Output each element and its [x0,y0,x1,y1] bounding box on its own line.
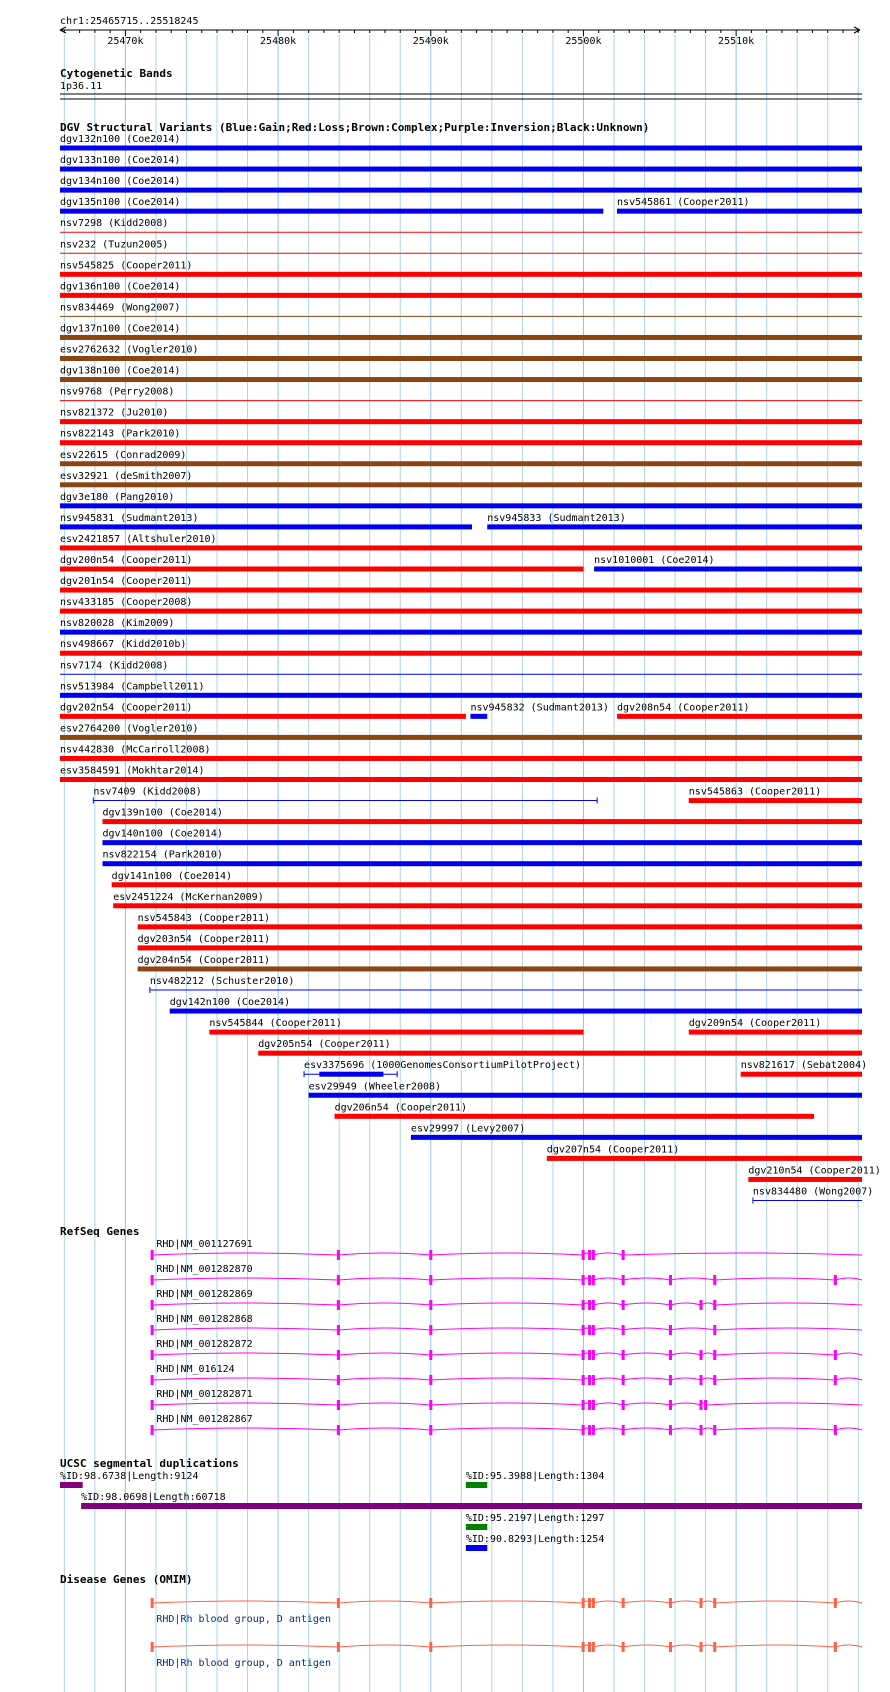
dgv-variant-label: esv3584591 (Mokhtar2014) [60,765,205,777]
refseq-transcript-exon [669,1350,672,1360]
dgv-variant-bar [103,861,862,866]
dgv-variant-label: esv29997 (Levy2007) [410,1123,526,1135]
refseq-transcript-exon [582,1300,585,1310]
refseq-transcript-exon [669,1400,672,1410]
dgv-variant-label: nsv820028 (Kim2009) [60,618,175,630]
refseq-transcript-exon [669,1325,672,1335]
omim-features [151,1598,862,1669]
dgv-variant-label: nsv545863 (Cooper2011) [688,786,822,798]
ruler-tick-label: 25510k [718,36,755,47]
dgv-track[interactable] [60,121,881,1204]
dgv-variant-bar [138,966,862,971]
refseq-transcript-exon [582,1425,585,1435]
dgv-features [60,134,881,1204]
refseq-transcript-exon [151,1300,154,1310]
dgv-variant-label: dgv205n54 (Cooper2011) [258,1039,391,1051]
dgv-variant-label: esv2762632 (Vogler2010) [60,344,199,356]
dgv-variant-label: dgv138n100 (Coe2014) [60,365,181,377]
ruler-tick-label: 25470k [107,36,144,47]
dgv-variant-label: dgv200n54 (Cooper2011) [60,555,193,566]
refseq-transcript-exon [151,1400,154,1410]
dgv-variant-bar [748,1177,862,1182]
dgv-variant-bar [60,293,862,298]
refseq-transcript-exon [151,1425,154,1435]
refseq-transcript-exon [588,1325,591,1335]
dgv-variant-label: esv32921 (deSmith2007) [60,470,193,482]
dgv-variant-label: nsv1010001 (Coe2014) [594,555,715,566]
refseq-transcript-exon [713,1350,716,1360]
omim-gene-exon [834,1642,837,1652]
dgv-variant-label: dgv207n54 (Cooper2011) [546,1144,680,1156]
refseq-transcript-exon [429,1250,432,1260]
segdup-bar [466,1545,487,1551]
dgv-variant-label: nsv7174 (Kidd2008) [60,660,169,672]
refseq-transcript-exon [429,1350,432,1360]
dgv-variant-bar [60,272,862,277]
refseq-transcript-exon [713,1275,716,1285]
refseq-transcript-label: RHD|NM_001282871 [156,1389,253,1400]
dgv-variant-label: nsv821372 (Ju2010) [60,407,169,419]
refseq-transcript-exon [669,1300,672,1310]
dgv-variant-label: nsv945832 (Sudmant2013) [470,702,609,714]
omim-gene-exon [429,1598,432,1608]
dgv-variant-bar [617,714,862,719]
dgv-variant-bar [60,335,862,340]
refseq-transcript-exon [429,1300,432,1310]
segdup-bar [81,1503,862,1509]
dgv-variant-bar [60,440,862,445]
refseq-transcript-exon [592,1250,595,1260]
dgv-variant-bar [60,188,862,193]
refseq-transcript-exon [622,1425,625,1435]
dgv-variant-label: nsv513984 (Campbell2011) [60,681,205,693]
omim-gene-exon [588,1598,591,1608]
omim-gene-exon [713,1598,716,1608]
refseq-transcript-exon [588,1400,591,1410]
dgv-variant-label: nsv834480 (Wong2007) [752,1186,874,1198]
omim-gene-exon [669,1598,672,1608]
position-ruler[interactable] [60,16,860,47]
refseq-transcript-exon [622,1400,625,1410]
refseq-transcript-label: RHD|NM_001282869 [156,1289,253,1300]
dgv-variant-label: dgv210n54 (Cooper2011) [748,1165,881,1177]
dgv-variant-bar [411,1135,862,1140]
refseq-transcript-exon [713,1300,716,1310]
refseq-transcript-exon [588,1300,591,1310]
dgv-variant-bar [60,356,862,361]
refseq-transcript-exon [337,1275,340,1285]
dgv-variant-label: dgv201n54 (Cooper2011) [60,576,193,588]
dgv-variant-label: nsv498667 (Kidd2010b) [60,639,187,651]
refseq-transcript-exon [622,1250,625,1260]
dgv-variant-bar [547,1156,862,1161]
refseq-transcript-intron [152,1253,862,1255]
refseq-transcript-exon [582,1325,585,1335]
dgv-variant-bar [470,714,487,719]
omim-gene-exon [429,1642,432,1652]
refseq-transcript-intron [152,1403,862,1405]
refseq-transcript-exon [337,1425,340,1435]
dgv-variant-bar [60,146,862,151]
dgv-variant-bar [60,735,862,740]
dgv-variant-label: nsv945831 (Sudmant2013) [60,512,199,524]
refseq-transcript-exon [592,1400,595,1410]
dgv-variant-label: dgv136n100 (Coe2014) [60,281,181,293]
dgv-variant-bar [103,819,862,824]
refseq-transcript-intron [152,1278,862,1280]
dgv-variant-label: nsv545861 (Cooper2011) [617,197,750,209]
dgv-variant-bar [60,545,862,550]
dgv-variant-bar [112,882,862,887]
dgv-variant-bar [60,461,862,466]
refseq-transcript-exon [834,1375,837,1385]
dgv-variant-bar [103,840,862,845]
dgv-variant-label: dgv203n54 (Cooper2011) [137,933,271,945]
dgv-variant-label: dgv141n100 (Coe2014) [111,870,233,882]
refseq-transcript-exon [700,1300,703,1310]
dgv-variant-bar [138,945,862,950]
refseq-transcript-exon [588,1350,591,1360]
omim-gene-exon [151,1598,154,1608]
dgv-variant-bar [60,714,466,719]
dgv-variant-bar [309,1093,862,1098]
dgv-variant-bar [138,924,862,929]
dgv-variant-label: nsv433185 (Cooper2008) [60,597,193,609]
refseq-transcript-exon [582,1350,585,1360]
dgv-variant-bar [170,1009,862,1014]
dgv-track-title: DGV Structural Variants (Blue:Gain;Red:Loss;Brown:Complex;Purple:Inversion;Black:Unknown) [60,121,650,134]
segdup-track-title: UCSC segmental duplications [60,1457,239,1470]
refseq-transcript-exon [700,1350,703,1360]
refseq-transcript-exon [592,1275,595,1285]
dgv-variant-bar [60,503,862,508]
dgv-variant-label: nsv834469 (Wong2007) [60,302,181,314]
dgv-variant-bar [60,777,862,782]
dgv-variant-bar [689,1030,862,1035]
refseq-transcript-exon [622,1275,625,1285]
dgv-variant-label: dgv142n100 (Coe2014) [169,997,291,1009]
refseq-transcript-exon [337,1325,340,1335]
dgv-variant-label: dgv206n54 (Cooper2011) [334,1102,468,1114]
refseq-transcript-exon [588,1425,591,1435]
refseq-transcript-exon [582,1400,585,1410]
dgv-variant-core [319,1072,383,1077]
dgv-variant-label: dgv132n100 (Coe2014) [60,134,181,145]
dgv-variant-bar [113,903,862,908]
dgv-variant-label: dgv208n54 (Cooper2011) [617,702,750,714]
cytoband-band-label: 1p36.11 [60,81,103,92]
ruler-tick-label: 25480k [260,36,297,47]
refseq-transcript-exon [582,1250,585,1260]
dgv-variant-label: nsv9768 (Perry2008) [60,386,175,398]
segdup-label: %ID:90.8293|Length:1254 [465,1534,605,1545]
refseq-features [151,1239,862,1435]
refseq-transcript-exon [834,1425,837,1435]
segdup-bar [466,1482,487,1488]
refseq-transcript-label: RHD|NM_001127691 [156,1239,253,1250]
dgv-variant-bar [60,588,862,593]
segdup-label: %ID:95.2197|Length:1297 [465,1513,605,1524]
refseq-transcript-exon [713,1325,716,1335]
position-label: chr1:25465715..25518245 [60,16,199,27]
refseq-transcript-exon [429,1325,432,1335]
refseq-transcript-exon [700,1425,703,1435]
dgv-variant-label: esv2451224 (McKernan2009) [113,891,264,903]
dgv-variant-label: nsv482212 (Schuster2010) [149,976,295,987]
dgv-variant-label: dgv133n100 (Coe2014) [60,155,181,167]
refseq-transcript-label: RHD|NM_001282868 [156,1314,253,1325]
refseq-transcript-exon [669,1375,672,1385]
dgv-variant-label: dgv135n100 (Coe2014) [60,197,181,209]
dgv-variant-label: esv29949 (Wheeler2008) [308,1081,442,1093]
dgv-variant-bar [60,567,583,572]
dgv-variant-bar [689,798,862,803]
refseq-transcript-exon [588,1275,591,1285]
refseq-transcript-exon [151,1325,154,1335]
refseq-transcript-intron [152,1303,862,1305]
refseq-transcript-exon [713,1425,716,1435]
dgv-variant-bar [60,482,862,487]
dgv-variant-bar [60,167,862,172]
segdup-bar [466,1524,487,1530]
refseq-transcript-exon [337,1400,340,1410]
refseq-transcript-exon [337,1300,340,1310]
dgv-variant-bar [60,756,862,761]
omim-gene-exon [337,1598,340,1608]
cytoband-title: Cytogenetic Bands [60,67,173,80]
dgv-variant-bar [60,209,603,214]
dgv-variant-label: esv2764200 (Vogler2010) [60,723,199,735]
dgv-variant-label: esv3375696 (1000GenomesConsortiumPilotProject) [304,1060,582,1072]
segdup-label: %ID:98.0698|Length:60718 [81,1492,226,1503]
dgv-variant-bar [335,1114,814,1119]
refseq-transcript-exon [592,1350,595,1360]
dgv-variant-label: dgv134n100 (Coe2014) [60,176,181,188]
dgv-variant-label: dgv137n100 (Coe2014) [60,323,181,335]
refseq-transcript-exon [700,1375,703,1385]
refseq-transcript-intron [152,1428,862,1430]
omim-gene-exon [151,1642,154,1652]
dgv-variant-label: esv22615 (Conrad2009) [60,449,187,461]
dgv-variant-bar [209,1030,583,1035]
refseq-transcript-label: RHD|NM_001282870 [156,1264,253,1275]
dgv-variant-bar [60,651,862,656]
refseq-transcript-exon [622,1350,625,1360]
refseq-transcript-exon [713,1375,716,1385]
dgv-variant-label: dgv202n54 (Cooper2011) [60,702,193,714]
refseq-transcript-label: RHD|NM_016124 [156,1364,235,1375]
omim-gene-exon [622,1598,625,1608]
omim-track-title: Disease Genes (OMIM) [60,1573,193,1586]
dgv-variant-label: nsv945833 (Sudmant2013) [487,512,626,524]
ruler-tick-label: 25500k [565,36,602,47]
dgv-variant-label: nsv442830 (McCarroll2008) [60,744,211,756]
refseq-transcript-intron [152,1378,862,1380]
omim-gene-exon [592,1598,595,1608]
dgv-variant-label: nsv821617 (Sebat2004) [740,1060,868,1072]
refseq-transcript-exon [669,1275,672,1285]
refseq-transcript-exon [834,1350,837,1360]
refseq-transcript-intron [152,1328,862,1330]
segdup-bar [60,1482,83,1488]
omim-gene-intron [152,1601,862,1603]
refseq-transcript-exon [337,1350,340,1360]
refseq-transcript-exon [151,1275,154,1285]
dgv-variant-bar [741,1072,862,1077]
omim-gene-exon [834,1598,837,1608]
dgv-variant-bar [60,609,862,614]
dgv-variant-label: nsv7409 (Kidd2008) [93,786,202,798]
refseq-transcript-exon [592,1425,595,1435]
refseq-transcript-exon [834,1275,837,1285]
omim-gene-exon [588,1642,591,1652]
dgv-variant-label: nsv545843 (Cooper2011) [137,912,271,924]
refseq-transcript-exon [337,1375,340,1385]
refseq-transcript-label: RHD|NM_001282867 [156,1414,253,1425]
dgv-variant-label: dgv140n100 (Coe2014) [102,828,223,840]
refseq-transcript-exon [582,1275,585,1285]
omim-gene-exon [582,1642,585,1652]
dgv-variant-label: nsv822154 (Park2010) [102,849,223,861]
refseq-transcript-exon [592,1300,595,1310]
dgv-variant-bar [60,693,862,698]
dgv-variant-label: dgv209n54 (Cooper2011) [688,1018,822,1030]
refseq-transcript-exon [588,1250,591,1260]
refseq-transcript-intron [152,1353,862,1355]
refseq-transcript-exon [151,1250,154,1260]
segdup-label: %ID:95.3988|Length:1304 [465,1471,605,1482]
refseq-transcript-exon [429,1375,432,1385]
dgv-variant-label: dgv3e180 (Pang2010) [60,491,175,503]
dgv-variant-bar [60,377,862,382]
refseq-transcript-exon [337,1250,340,1260]
omim-gene-exon [582,1598,585,1608]
omim-gene-exon [669,1642,672,1652]
refseq-transcript-exon [700,1400,703,1410]
refseq-transcript-exon [588,1375,591,1385]
refseq-transcript-exon [429,1425,432,1435]
refseq-transcript-exon [622,1300,625,1310]
refseq-transcript-exon [429,1400,432,1410]
refseq-transcript-exon [704,1400,707,1410]
omim-gene-exon [622,1642,625,1652]
dgv-variant-bar [60,524,472,529]
ruler-tick-label: 25490k [412,36,449,47]
dgv-variant-bar [487,524,862,529]
refseq-transcript-label: RHD|NM_001282872 [156,1339,253,1350]
dgv-variant-label: nsv545825 (Cooper2011) [60,260,193,272]
refseq-transcript-exon [622,1325,625,1335]
omim-gene-label: RHD|Rh blood group, D antigen [156,1614,331,1625]
omim-gene-exon [700,1598,703,1608]
dgv-variant-label: nsv545844 (Cooper2011) [209,1018,342,1030]
dgv-variant-label: nsv822143 (Park2010) [60,428,181,440]
refseq-transcript-exon [592,1375,595,1385]
refseq-transcript-exon [622,1375,625,1385]
segdup-label: %ID:98.6738|Length:9124 [60,1471,199,1482]
dgv-variant-label: dgv139n100 (Coe2014) [102,807,223,819]
dgv-variant-label: esv2421857 (Altshuler2010) [60,533,217,545]
refseq-transcript-exon [151,1350,154,1360]
refseq-transcript-exon [151,1375,154,1385]
omim-gene-label: RHD|Rh blood group, D antigen [156,1658,331,1669]
refseq-transcript-exon [429,1275,432,1285]
omim-gene-intron [152,1645,862,1647]
refseq-transcript-exon [582,1375,585,1385]
dgv-variant-label: dgv204n54 (Cooper2011) [137,954,271,966]
dgv-variant-bar [617,209,862,214]
omim-gene-exon [337,1642,340,1652]
omim-gene-exon [713,1642,716,1652]
refseq-transcript-exon [669,1425,672,1435]
dgv-variant-label: nsv7298 (Kidd2008) [60,218,169,230]
omim-gene-exon [700,1642,703,1652]
dgv-variant-bar [258,1051,862,1056]
dgv-variant-bar [60,419,862,424]
refseq-track-title: RefSeq Genes [60,1225,140,1238]
refseq-transcript-exon [592,1325,595,1335]
omim-gene-exon [592,1642,595,1652]
dgv-variant-bar [60,630,862,635]
dgv-variant-label: nsv232 (Tuzun2005) [60,239,169,251]
dgv-variant-bar [594,567,862,572]
